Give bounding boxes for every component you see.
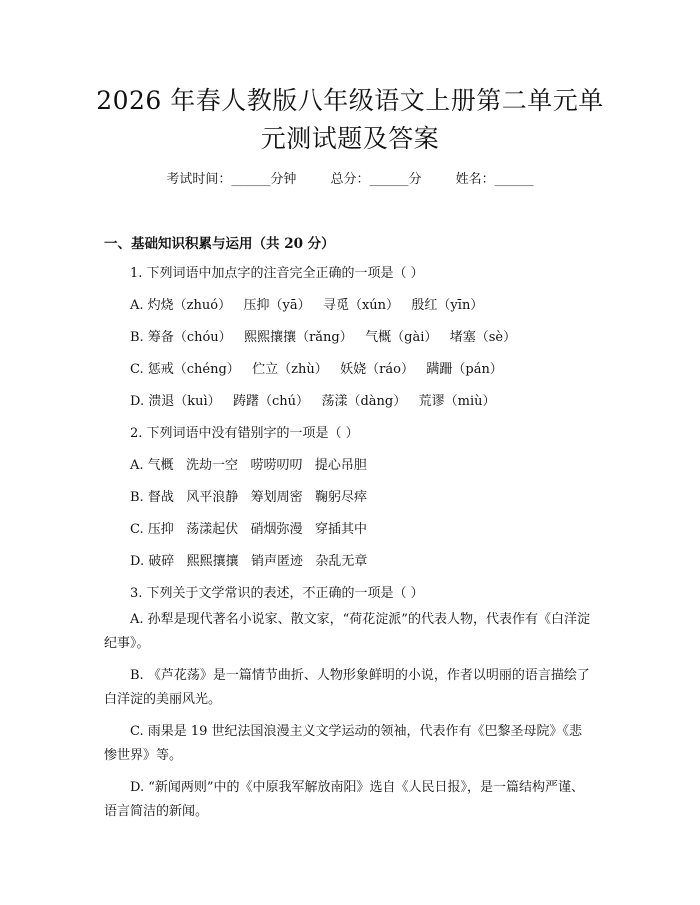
question-2-stem: 2. 下列词语中没有错别字的一项是（ ） — [130, 426, 359, 441]
title-line-1: 2026 年春人教版八年级语文上册第二单元单 — [96, 86, 604, 115]
question-2-option-d: D. 破碎 熙熙攘攘 销声匿迹 杂乱无章 — [130, 554, 368, 569]
student-name: 姓名：______ — [455, 172, 534, 187]
question-2-option-a: A. 气概 洗劫一空 唠唠叨叨 提心吊胆 — [130, 458, 367, 473]
document-title — [80, 82, 620, 158]
question-2-option-b: B. 督战 风平浪静 筹划周密 鞠躬尽瘁 — [130, 490, 368, 505]
question-3-option-a: A. 孙犁是现代著名小说家、散文家，“荷花淀派”的代表人物，代表作有《白洋淀纪事》。 — [104, 612, 590, 651]
question-3-stem: 3. 下列关于文学常识的表述，不正确的一项是（ ） — [130, 586, 424, 601]
question-3-option-b: B. 《芦花荡》是一篇情节曲折、人物形象鲜明的小说，作者以明丽的语言描绘了白洋淀的美丽风光。 — [104, 668, 590, 707]
question-1-option-c: C. 惩戒（chéng） 伫立（zhù） 妖娆（ráo） 蹒跚（pán） — [130, 362, 503, 377]
exam-time: 考试时间：______分钟 — [166, 172, 297, 187]
question-1-option-b: B. 筹备（chóu） 熙熙攘攘（rǎng） 气概（gài） 堵塞（sè） — [130, 330, 517, 345]
question-2-option-c: C. 压抑 荡漾起伏 硝烟弥漫 穿插其中 — [130, 522, 367, 537]
question-1-option-d: D. 溃退（kuì） 踌躇（chú） 荡漾（dàng） 荒谬（miù） — [130, 394, 496, 409]
question-1-option-a: A. 灼烧（zhuó） 压抑（yā） 寻觅（xún） 殷红（yīn） — [130, 298, 484, 313]
title-line-2: 元测试题及答案 — [260, 124, 440, 153]
question-3-option-d: D. “新闻两则”中的《中原我军解放南阳》选自《人民日报》，是一篇结构严谨、语言简洁的新闻。 — [104, 780, 585, 819]
exam-score: 总分：______分 — [330, 172, 422, 187]
question-3-option-c: C. 雨果是 19 世纪法国浪漫主义文学运动的领袖，代表作有《巴黎圣母院》《悲惨世界》等。 — [104, 724, 583, 763]
question-1-stem: 1. 下列词语中加点字的注音完全正确的一项是（ ） — [130, 266, 424, 281]
exam-info — [0, 168, 700, 187]
section-heading: 一、基础知识积累与运用（共 20 分） — [104, 236, 335, 252]
